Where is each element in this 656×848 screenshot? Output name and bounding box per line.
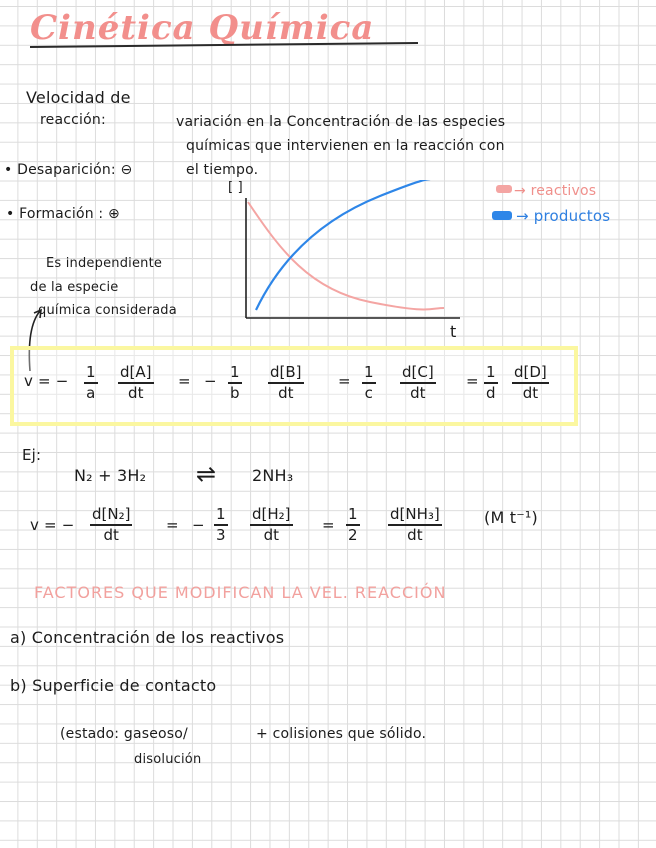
example-v: v = − — [30, 516, 75, 534]
rate-minus-2: − — [204, 372, 217, 390]
fraction-1-a-den: a — [86, 384, 96, 402]
rate-equals-3: = — [466, 372, 479, 390]
fraction-dC-num: d[C] — [402, 363, 434, 381]
fraction-dD-num: d[D] — [514, 363, 547, 381]
fraction-dN2-dt — [90, 506, 132, 544]
fraction-1-b-num: 1 — [230, 363, 240, 381]
velocity-definition-line3: el tiempo. — [186, 162, 259, 178]
velocity-label-line1: Velocidad de — [26, 88, 131, 107]
fraction-dA-num: d[A] — [120, 363, 152, 381]
example-minus-2: − — [192, 516, 205, 534]
estado-line1: (estado: gaseoso/ — [60, 726, 188, 742]
formacion-label: • Formación : ⊕ — [6, 206, 120, 222]
equilibrium-arrow-icon: ⇌ — [196, 460, 217, 488]
fraction-1-b — [228, 364, 242, 402]
velocity-definition-line1 — [176, 114, 630, 130]
fraction-dH2-den: dt — [263, 526, 279, 544]
legend-reactivos: → reactivos — [514, 183, 597, 199]
productos-curve — [256, 180, 432, 310]
fraction-1-b-den: b — [230, 384, 240, 402]
concentration-graph — [230, 180, 470, 350]
independent-note-line3: química considerada — [38, 303, 177, 318]
fraction-dN2-den: dt — [103, 526, 119, 544]
fraction-1-c-num: 1 — [364, 363, 374, 381]
fraction-dH2-dt — [250, 506, 293, 544]
fraction-dA-den: dt — [128, 384, 144, 402]
fraction-1-a — [84, 364, 98, 402]
fraction-dB-den: dt — [278, 384, 294, 402]
fraction-1-d-num: 1 — [486, 363, 496, 381]
colisiones-note: + colisiones que sólido. — [256, 726, 427, 742]
fraction-dC-dt — [400, 364, 436, 402]
independent-note-line1: Es independiente — [46, 256, 163, 271]
rate-units: (M t⁻¹) — [484, 508, 538, 527]
fraction-dB-dt — [268, 364, 304, 402]
factor-a: a) Concentración de los reactivos — [10, 628, 285, 647]
fraction-1-2-num: 1 — [348, 505, 358, 523]
fraction-dD-den: dt — [522, 384, 539, 402]
velocity-definition-line2: químicas que intervienen en la reacción con — [186, 138, 505, 154]
factor-b: b) Superficie de contacto — [10, 676, 217, 695]
fraction-1-2-den: 2 — [348, 526, 358, 544]
reactivos-curve — [248, 202, 444, 310]
fraction-dB-num: d[B] — [270, 363, 302, 381]
fraction-1-c — [362, 364, 376, 402]
fraction-dNH3-num: d[NH₃] — [390, 505, 440, 523]
fraction-1-d-den: d — [486, 384, 496, 402]
fraction-1-3 — [214, 506, 228, 544]
velocity-definition-line1-text: variación en la Concentración de las especies — [176, 114, 506, 130]
fraction-dA-dt — [118, 364, 154, 402]
page-title: Cinética Química — [30, 8, 375, 48]
fraction-dH2-num: d[H₂] — [252, 505, 291, 523]
fraction-dD-dt — [512, 364, 549, 402]
productos-swatch — [492, 211, 512, 220]
reaction-reactants: N₂ + 3H₂ — [74, 466, 147, 485]
factors-heading: FACTORES QUE MODIFICAN LA VEL. REACCIÓN — [34, 583, 447, 602]
velocity-label-line2: reacción: — [40, 112, 106, 128]
rate-v: v = − — [24, 372, 69, 390]
fraction-1-c-den: c — [364, 384, 373, 402]
fraction-1-2 — [346, 506, 360, 544]
fraction-1-d — [484, 364, 498, 402]
fraction-dNH3-den: dt — [407, 526, 423, 544]
example-label: Ej: — [22, 446, 42, 464]
legend-productos: → productos — [516, 207, 611, 225]
fraction-dC-den: dt — [410, 384, 426, 402]
fraction-1-3-den: 3 — [216, 526, 226, 544]
rate-equals-2: = — [338, 372, 351, 390]
estado-line2: disolución — [134, 752, 202, 767]
example-equals-2: = — [322, 516, 335, 534]
reaction-products: 2NH₃ — [252, 466, 294, 485]
fraction-1-3-num: 1 — [216, 505, 226, 523]
example-equals-1: = — [166, 516, 179, 534]
x-axis-label: t — [450, 322, 457, 341]
y-axis-label: [ ] — [228, 180, 243, 195]
independent-note-line2: de la especie — [30, 280, 119, 295]
reactivos-swatch — [496, 185, 512, 193]
desaparicion-label: • Desaparición: ⊖ — [4, 162, 133, 178]
fraction-dN2-num: d[N₂] — [92, 505, 131, 523]
fraction-dNH3-dt — [388, 506, 442, 544]
fraction-1-a-num: 1 — [86, 363, 96, 381]
rate-equals-1: = — [178, 372, 191, 390]
